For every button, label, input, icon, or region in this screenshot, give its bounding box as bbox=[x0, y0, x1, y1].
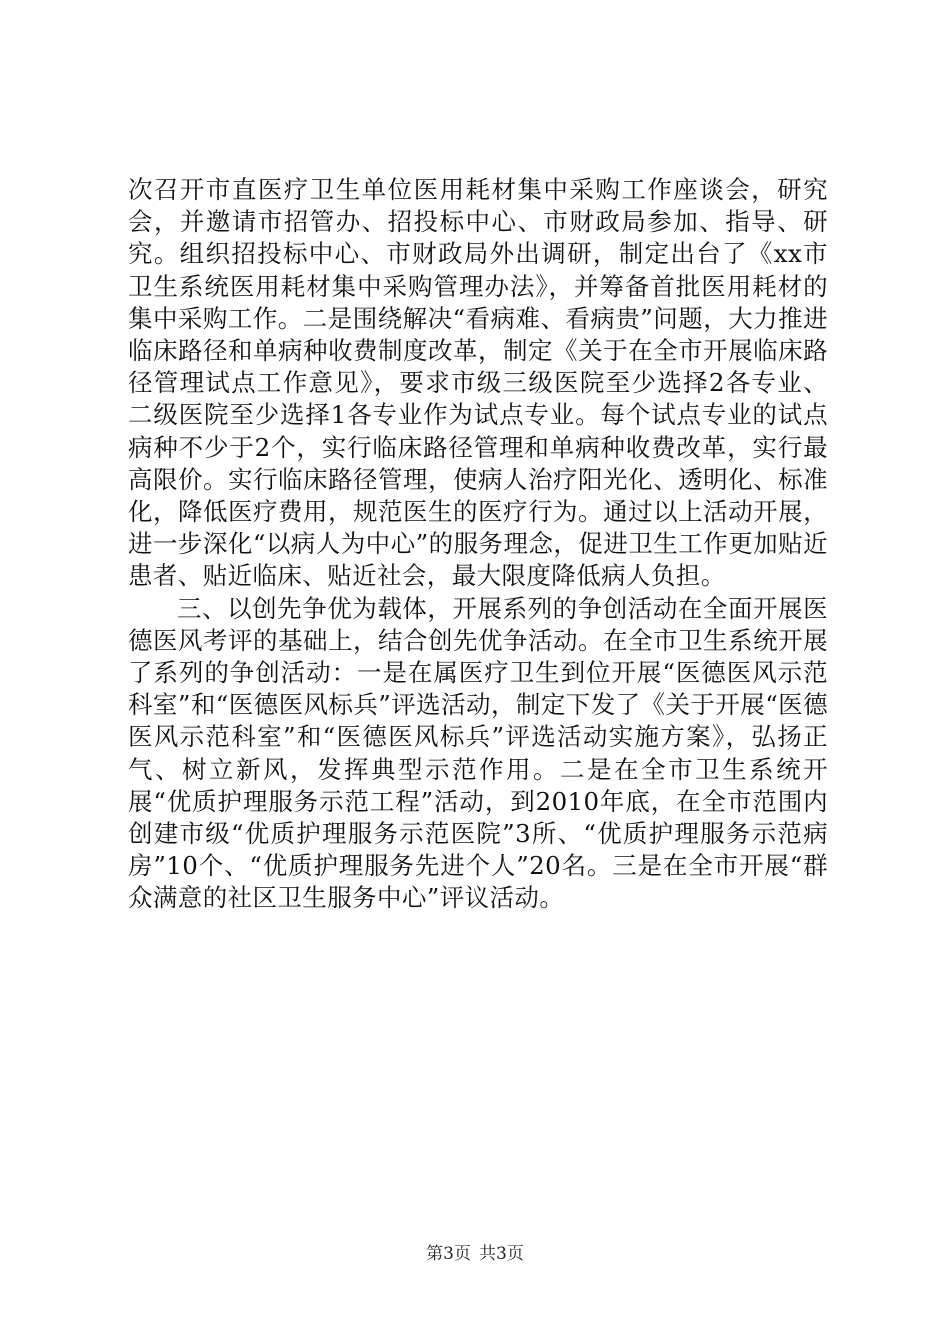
document-body bbox=[128, 174, 828, 915]
page-number-current: 第3页 bbox=[426, 1244, 471, 1264]
paragraph-section-three: 三、以创先争优为载体，开展系列的争创活动在全面开展医德医风考评的基础上，结合创先优争活动。在全市卫生系统开展了系列的争创活动：一是在属医疗卫生到位开展“医德医风示范科室”和“医德医风标兵”评选活动，制定下发了《关于开展“医德医风示范科室”和“医德医风标兵”评选活动实施方案》，弘扬正气、树立新风，发挥典型示范作用。二是在全市卫生系统开展“优质护理服务示范工程”活动，到2010年底，在全市范围内创建市级“优质护理服务示范医院”3所、“优质护理服务示范病房”10个、“优质护理服务先进个人”20名。三是在全市开展“群众满意的社区卫生服务中心”评议活动。 bbox=[128, 593, 828, 913]
page-number-total: 共3页 bbox=[479, 1244, 524, 1264]
page-footer bbox=[0, 1243, 950, 1265]
paragraph-continuation: 次召开市直医疗卫生单位医用耗材集中采购工作座谈会，研究会，并邀请市招管办、招投标中心、市财政局参加、指导、研究。组织招投标中心、市财政局外出调研，制定出台了《xx市卫生系统医用耗材集中采购管理办法》，并筹备首批医用耗材的集中采购工作。二是围绕解决“看病难、看病贵”问题，大力推进临床路径和单病种收费制度改革，制定《关于在全市开展临床路径管理试点工作意见》，要求市级三级医院至少选择2各专业、二级医院至少选择1各专业作为试点专业。每个试点专业的试点病种不少于2个，实行临床路径管理和单病种收费改革，实行最高限价。实行临床路径管理，使病人治疗阳光化、透明化、标准化，降低医疗费用，规范医生的医疗行为。通过以上活动开展，进一步深化“以病人为中心”的服务理念，促进卫生工作更加贴近患者、贴近临床、贴近社会，最大限度降低病人负担。 bbox=[128, 175, 828, 591]
